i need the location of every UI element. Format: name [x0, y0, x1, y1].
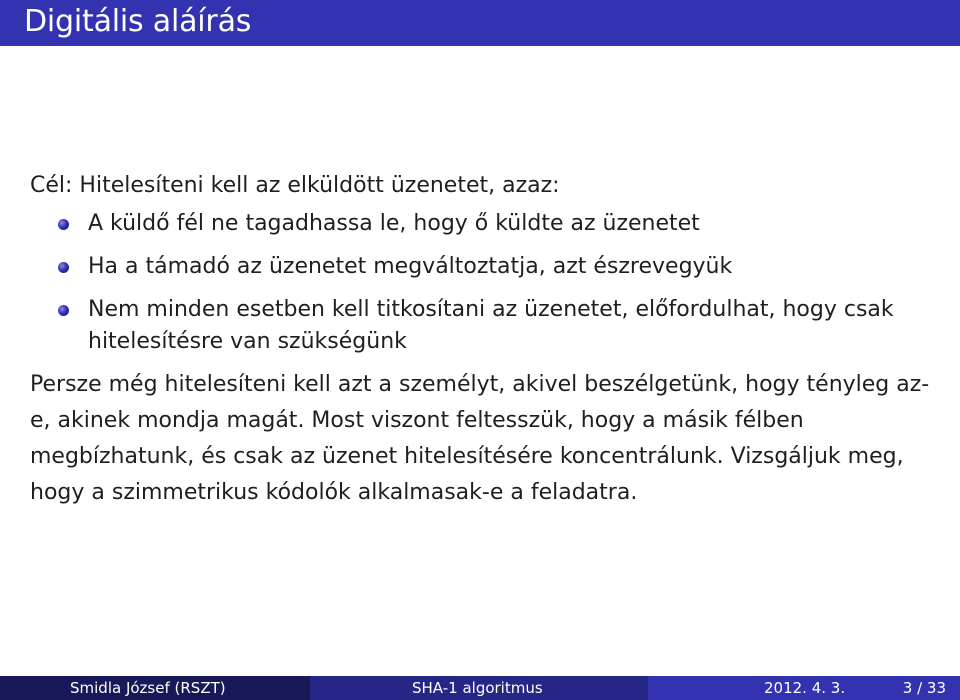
bullet-item	[30, 251, 930, 283]
footer-page-number: 3 / 33	[902, 679, 946, 697]
footer-title-section	[310, 676, 648, 700]
footer-bar	[0, 676, 960, 700]
footer-talk-title: SHA-1 algoritmus	[412, 679, 543, 697]
bullet-text: Ha a támadó az üzenetet megváltoztatja, azt észrevegyük	[88, 254, 733, 279]
intro-text: Cél: Hitelesíteni kell az elküldött üzenetet, azaz:	[30, 173, 560, 198]
bullet-list	[30, 208, 930, 358]
bullet-text: A küldő fél ne tagadhassa le, hogy ő küldte az üzenetet	[88, 211, 700, 236]
slide-content	[30, 170, 930, 511]
bullet-text: Nem minden esetben kell titkosítani az üzenetet, előfordulhat, hogy csak hitelesítésre van szükségünk	[88, 297, 894, 354]
bullet-icon	[58, 219, 69, 230]
slide-title: Digitális aláírás	[24, 4, 252, 39]
body-paragraph: Persze még hitelesíteni kell azt a személyt, akivel beszélgetünk, hogy tényleg az-e, akinek mondja magát. Most viszont feltesszük, hogy a másik félben megbízhatunk, és csak az üzenet hitelesítésére koncentrálunk. Vizsgáljuk meg, hogy a szimmetrikus kódolók alkalmasak-e a feladatra.	[30, 372, 930, 505]
bullet-item	[30, 208, 930, 240]
footer-author: Smidla József (RSZT)	[70, 679, 226, 697]
footer-date: 2012. 4. 3.	[764, 679, 846, 697]
bullet-item	[30, 294, 930, 358]
bullet-icon	[58, 305, 69, 316]
slide-title-bar	[0, 0, 960, 46]
footer-author-section	[0, 676, 310, 700]
footer-date-section	[648, 676, 960, 700]
bullet-icon	[58, 262, 69, 273]
